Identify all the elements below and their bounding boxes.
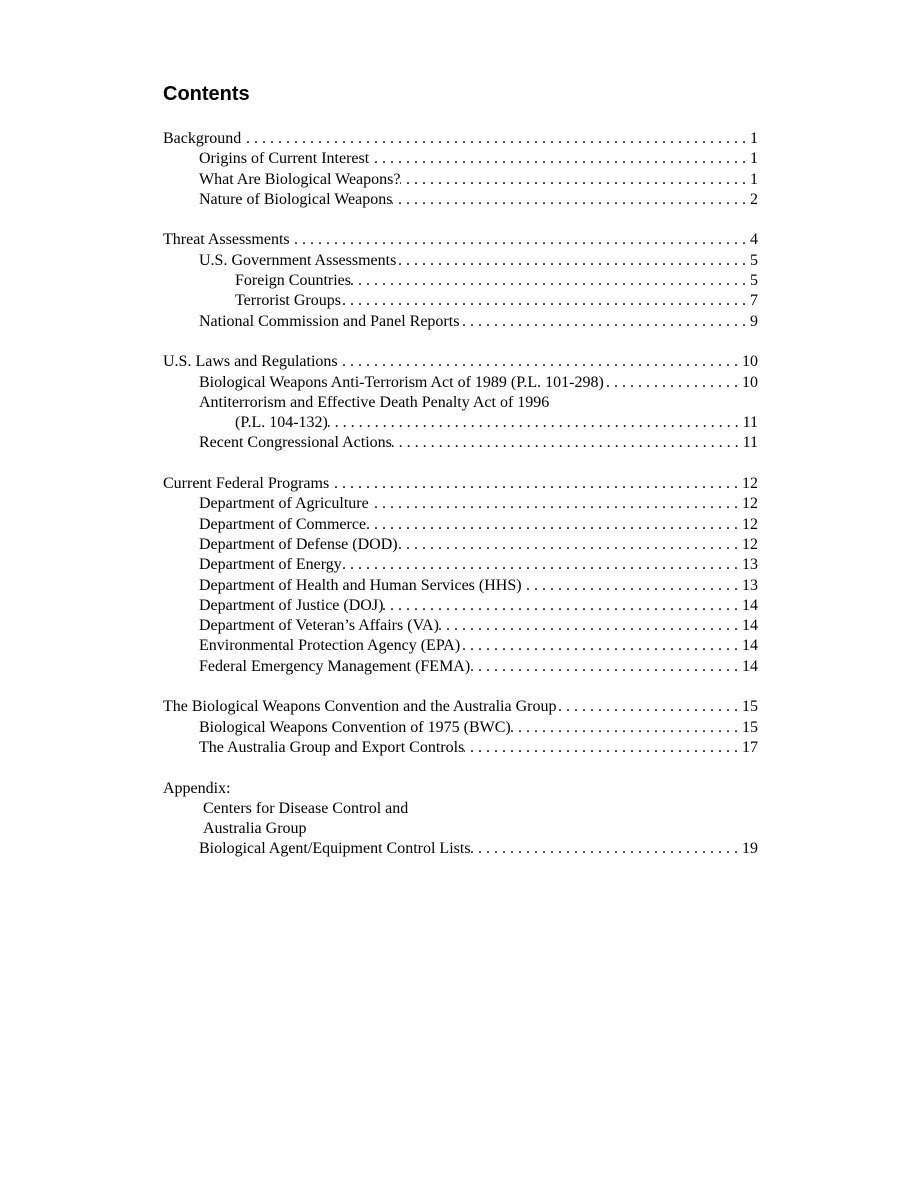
section-gap bbox=[163, 677, 758, 697]
dot-leader bbox=[241, 129, 750, 149]
section-gap bbox=[163, 758, 758, 778]
toc-entry[interactable] bbox=[163, 738, 758, 758]
toc-entry[interactable] bbox=[163, 819, 758, 839]
dot-leader bbox=[396, 251, 750, 271]
toc-entry-label: Department of Commerce bbox=[199, 515, 367, 533]
toc-page-number: 17 bbox=[742, 738, 758, 756]
dot-leader bbox=[369, 149, 750, 169]
toc-entry-label: Department of Energy bbox=[199, 556, 342, 574]
toc-page-number: 4 bbox=[750, 231, 758, 249]
toc-entry[interactable] bbox=[163, 433, 758, 453]
toc-entry-label: Foreign Countries bbox=[235, 272, 351, 290]
toc-entry-label: Threat Assessments bbox=[163, 231, 290, 249]
toc-page-number: 12 bbox=[742, 475, 758, 493]
dot-leader bbox=[398, 535, 742, 555]
toc-page-number: 11 bbox=[742, 414, 758, 432]
toc-entry[interactable] bbox=[163, 636, 758, 656]
dot-leader bbox=[328, 413, 743, 433]
dot-leader bbox=[604, 373, 742, 393]
toc-page-number: 10 bbox=[742, 373, 758, 391]
toc-page-number: 10 bbox=[742, 353, 758, 371]
toc-entry-label: Origins of Current Interest bbox=[199, 150, 370, 168]
page-title: Contents bbox=[163, 83, 250, 105]
toc-page-number: 7 bbox=[750, 292, 758, 310]
toc-entry[interactable] bbox=[163, 170, 758, 190]
toc-page-number: 1 bbox=[750, 170, 758, 188]
toc-entry[interactable] bbox=[163, 129, 758, 149]
toc-entry-label: Australia Group bbox=[203, 820, 307, 838]
toc-entry-label: Department of Defense (DOD) bbox=[199, 535, 398, 553]
toc-entry-label: What Are Biological Weapons? bbox=[199, 170, 401, 188]
toc-entry-label: Department of Agriculture bbox=[199, 495, 369, 513]
dot-leader bbox=[470, 657, 742, 677]
toc-entry-label: National Commission and Panel Reports bbox=[199, 312, 460, 330]
toc-entry-label: Biological Weapons Convention of 1975 (BWC) bbox=[199, 718, 511, 736]
toc-entry[interactable] bbox=[163, 799, 758, 819]
toc-entry-label: Antiterrorism and Effective Death Penalty Act of 1996 bbox=[199, 393, 550, 411]
dot-leader bbox=[383, 596, 742, 616]
toc-entry-label: Department of Veteran’s Affairs (VA) bbox=[199, 617, 439, 635]
toc-page-number: 19 bbox=[742, 840, 758, 858]
toc-entry[interactable] bbox=[163, 230, 758, 250]
toc-entry-label: The Australia Group and Export Controls bbox=[199, 738, 465, 756]
dot-leader bbox=[341, 291, 750, 311]
toc-page-number: 12 bbox=[742, 515, 758, 533]
dot-leader bbox=[400, 170, 750, 190]
toc-entry-label: (P.L. 104-132) bbox=[235, 414, 328, 432]
dot-leader bbox=[471, 839, 742, 859]
toc-entry-label: Terrorist Groups bbox=[235, 292, 341, 310]
dot-leader bbox=[522, 576, 742, 596]
toc-entry[interactable] bbox=[163, 352, 758, 372]
dot-leader bbox=[392, 433, 743, 453]
dot-leader bbox=[439, 616, 742, 636]
dot-leader bbox=[460, 636, 742, 656]
toc-entry-label: Biological Weapons Anti-Terrorism Act of 1989 (P.L. 101-298) bbox=[199, 373, 604, 391]
toc-page-number: 12 bbox=[742, 535, 758, 553]
toc-page-number: 5 bbox=[750, 272, 758, 290]
dot-leader bbox=[556, 697, 742, 717]
toc-entry-label: Centers for Disease Control and bbox=[203, 799, 409, 817]
toc-entry-label: The Biological Weapons Convention and the Australia Group bbox=[163, 698, 557, 716]
toc-entry[interactable] bbox=[163, 393, 758, 413]
toc-page-number: 13 bbox=[742, 576, 758, 594]
toc-entry[interactable] bbox=[163, 596, 758, 616]
dot-leader bbox=[392, 190, 750, 210]
toc-page-number: 5 bbox=[750, 251, 758, 269]
toc-entry[interactable] bbox=[163, 474, 758, 494]
toc-entry[interactable] bbox=[163, 312, 758, 332]
section-gap bbox=[163, 210, 758, 230]
toc-entry-label: Recent Congressional Actions bbox=[199, 434, 392, 452]
toc-page-number: 1 bbox=[750, 150, 758, 168]
toc-entry[interactable] bbox=[163, 413, 758, 433]
toc-page-number: 11 bbox=[742, 434, 758, 452]
table-of-contents bbox=[163, 129, 758, 860]
toc-page-number: 14 bbox=[742, 617, 758, 635]
toc-page-number: 15 bbox=[742, 718, 758, 736]
toc-entry-label: Federal Emergency Management (FEMA) bbox=[199, 657, 471, 675]
toc-entry[interactable] bbox=[163, 657, 758, 677]
toc-entry[interactable] bbox=[163, 697, 758, 717]
toc-entry[interactable] bbox=[163, 555, 758, 575]
toc-page-number: 14 bbox=[742, 657, 758, 675]
dot-leader bbox=[351, 271, 750, 291]
toc-entry[interactable] bbox=[163, 616, 758, 636]
toc-entry[interactable] bbox=[163, 149, 758, 169]
dot-leader bbox=[366, 515, 742, 535]
toc-page-number: 15 bbox=[742, 698, 758, 716]
toc-entry-label: Current Federal Programs bbox=[163, 475, 330, 493]
dot-leader bbox=[464, 738, 742, 758]
dot-leader bbox=[338, 352, 742, 372]
section-gap bbox=[163, 454, 758, 474]
toc-entry-label: U.S. Laws and Regulations bbox=[163, 353, 338, 371]
toc-page-number: 9 bbox=[750, 312, 758, 330]
section-gap bbox=[163, 332, 758, 352]
toc-page-number: 14 bbox=[742, 596, 758, 614]
toc-page-number: 13 bbox=[742, 556, 758, 574]
toc-entry-label: Background bbox=[163, 130, 242, 147]
toc-entry[interactable] bbox=[163, 576, 758, 596]
toc-page-number: 1 bbox=[750, 130, 758, 147]
toc-entry[interactable] bbox=[163, 291, 758, 311]
dot-leader bbox=[342, 555, 742, 575]
toc-page-number: 12 bbox=[742, 495, 758, 513]
dot-leader bbox=[329, 474, 742, 494]
dot-leader bbox=[511, 718, 742, 738]
toc-entry-label: Department of Justice (DOJ) bbox=[199, 596, 384, 614]
toc-entry-label: Nature of Biological Weapons bbox=[199, 190, 393, 208]
toc-entry[interactable] bbox=[163, 779, 758, 799]
dot-leader bbox=[459, 312, 750, 332]
dot-leader bbox=[290, 230, 750, 250]
toc-entry-label: U.S. Government Assessments bbox=[199, 251, 397, 269]
toc-page-number: 14 bbox=[742, 637, 758, 655]
toc-entry-label: Department of Health and Human Services (HHS) bbox=[199, 576, 522, 594]
toc-entry[interactable] bbox=[163, 718, 758, 738]
toc-entry-label: Environmental Protection Agency (EPA) bbox=[199, 637, 461, 655]
toc-page-number: 2 bbox=[750, 190, 758, 208]
toc-entry[interactable] bbox=[163, 839, 758, 859]
toc-entry-label: Appendix: bbox=[163, 779, 231, 797]
toc-entry[interactable] bbox=[163, 190, 758, 210]
toc-entry[interactable] bbox=[163, 251, 758, 271]
toc-entry[interactable] bbox=[163, 515, 758, 535]
toc-entry[interactable] bbox=[163, 373, 758, 393]
toc-entry[interactable] bbox=[163, 494, 758, 514]
toc-entry[interactable] bbox=[163, 535, 758, 555]
toc-entry[interactable] bbox=[163, 271, 758, 291]
dot-leader bbox=[369, 494, 742, 514]
toc-entry-label: Biological Agent/Equipment Control Lists bbox=[199, 840, 471, 858]
